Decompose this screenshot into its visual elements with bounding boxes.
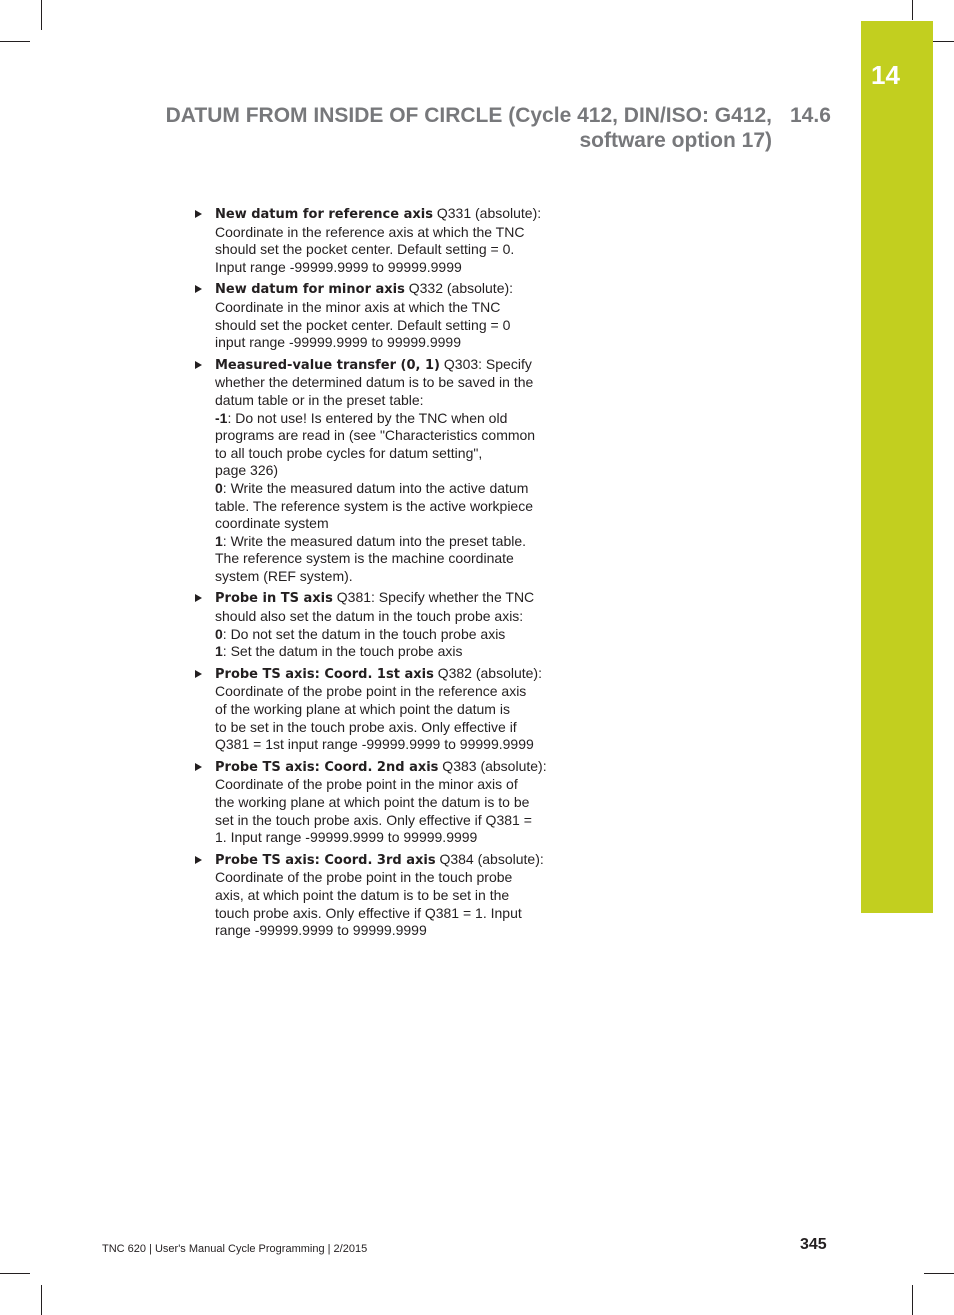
triangle-bullet-icon (195, 285, 202, 293)
parameter-text-line (215, 374, 560, 392)
parameter-description: should set the pocket center. Default setting = 0. (215, 241, 515, 258)
parameter-description: of the working plane at which point the datum is (215, 701, 510, 718)
parameter-name: New datum for reference axis (215, 207, 433, 222)
parameter-description: Q384 (absolute): (435, 850, 544, 867)
option-text-line (215, 480, 560, 498)
option-description: page 326) (215, 462, 279, 479)
option-description: table. The reference system is the active workpiece (215, 497, 534, 514)
parameter-name: Measured-value transfer (0, 1) (215, 357, 440, 373)
option-key: 1 (215, 643, 223, 660)
parameter-description: whether the determined datum is to be saved in the (215, 374, 534, 391)
triangle-bullet-icon (195, 361, 202, 369)
parameter-description: should also set the datum in the touch probe axis: (215, 608, 524, 625)
parameter-text-line (215, 701, 560, 719)
parameter-description: to be set in the touch probe axis. Only effective if (215, 718, 517, 735)
parameter-description: Coordinate of the probe point in the touch probe (215, 869, 513, 886)
option-description: : Write the measured datum into the active datum (222, 479, 529, 496)
footer-text: TNC 620 | User's Manual Cycle Programming | 2/2015 (102, 1243, 368, 1255)
parameter-text-line (215, 608, 560, 626)
option-description: system (REF system). (215, 567, 353, 584)
parameter-text-line (215, 776, 560, 794)
parameter-list (195, 205, 560, 944)
parameter-text-line (215, 259, 560, 277)
crop-mark-bottom-right-v (912, 1285, 913, 1315)
page-title (150, 103, 772, 153)
parameter-description: set in the touch probe axis. Only effective if Q381 = (215, 811, 532, 828)
option-text-line (215, 568, 560, 586)
parameter-text-line (215, 392, 560, 410)
triangle-bullet-icon (195, 670, 202, 678)
parameter-text-line (215, 829, 560, 847)
crop-mark-bottom-right-h (924, 1273, 954, 1274)
crop-mark-top-left-v (41, 0, 42, 30)
page-number: 345 (800, 1236, 827, 1253)
parameter-description: input range -99999.9999 to 99999.9999 (215, 334, 461, 351)
option-key: -1 (215, 409, 228, 426)
parameter-name: Probe TS axis: Coord. 2nd axis (215, 759, 439, 775)
parameter-description: axis, at which point the datum is to be set in the (215, 886, 510, 903)
option-description: : Set the datum in the touch probe axis (222, 643, 463, 660)
crop-mark-top-right-h (933, 41, 954, 42)
crop-mark-top-right-v (912, 0, 913, 20)
parameter-text-line (215, 922, 560, 940)
parameter-description: Coordinate of the probe point in the reference axis (215, 683, 527, 700)
parameter-text-line (215, 887, 560, 905)
parameter-text-line (215, 665, 560, 684)
triangle-bullet-icon (195, 594, 202, 602)
parameter-text-line (215, 589, 560, 608)
parameter-text-line (215, 280, 560, 299)
option-text-line (215, 445, 560, 463)
list-item (195, 205, 560, 276)
triangle-bullet-icon (195, 763, 202, 771)
option-key: 1 (215, 532, 223, 549)
parameter-text-line (215, 299, 560, 317)
parameter-description: touch probe axis. Only effective if Q381 = 1. Input (215, 904, 522, 921)
parameter-description: range -99999.9999 to 99999.9999 (215, 922, 427, 939)
parameter-description: Q383 (absolute): (438, 757, 547, 774)
parameter-description: Coordinate in the reference axis at which the TNC (215, 223, 525, 240)
parameter-text-line (215, 869, 560, 887)
option-text-line (215, 643, 560, 661)
parameter-description: Q331 (absolute): (432, 205, 542, 221)
parameter-description: Q381 = 1st input range -99999.9999 to 99999.9999 (215, 736, 534, 753)
parameter-description: 1. Input range -99999.9999 to 99999.9999 (215, 829, 478, 846)
option-key: 0 (215, 479, 223, 496)
parameter-text-line (215, 683, 560, 701)
parameter-text-line (215, 317, 560, 335)
parameter-description: Q303: Specify (440, 355, 532, 372)
parameter-text-line (215, 356, 560, 375)
parameter-description: Q332 (absolute): (404, 280, 514, 297)
option-description: to all touch probe cycles for datum setting", (215, 444, 483, 461)
parameter-description: datum table or in the preset table: (215, 391, 424, 408)
section-number: 14.6 (790, 104, 831, 127)
option-description: The reference system is the machine coordinate (215, 550, 514, 567)
option-description: : Write the measured datum into the preset table. (222, 532, 527, 549)
parameter-description: Coordinate in the minor axis at which the TNC (215, 298, 501, 315)
parameter-text-line (215, 241, 560, 259)
option-text-line (215, 498, 560, 516)
parameter-name: New datum for minor axis (215, 282, 405, 298)
list-item (195, 356, 560, 586)
parameter-text-line (215, 205, 560, 224)
parameter-description: Input range -99999.9999 to 99999.9999 (215, 258, 462, 275)
parameter-description: the working plane at which point the datum is to be (215, 794, 530, 810)
option-key: 0 (215, 625, 223, 642)
chapter-tab (861, 21, 933, 913)
parameter-text-line (215, 812, 560, 830)
parameter-description: Q381: Specify whether the TNC (332, 589, 535, 606)
parameter-text-line (215, 794, 560, 812)
option-text-line (215, 410, 560, 428)
list-item (195, 280, 560, 351)
parameter-description: should set the pocket center. Default setting = 0 (215, 316, 511, 333)
crop-mark-top-left-h (0, 41, 30, 42)
option-text-line (215, 515, 560, 533)
parameter-name: Probe in TS axis (215, 591, 333, 607)
option-text-line (215, 427, 560, 445)
parameter-text-line (215, 719, 560, 737)
triangle-bullet-icon (195, 856, 202, 864)
list-item (195, 665, 560, 754)
list-item (195, 758, 560, 847)
page-title-line-1: DATUM FROM INSIDE OF CIRCLE (Cycle 412, DIN/ISO: G412, (165, 104, 772, 127)
option-description: coordinate system (215, 515, 329, 532)
parameter-text-line (215, 334, 560, 352)
crop-mark-bottom-left-v (41, 1285, 42, 1315)
parameter-description: Coordinate of the probe point in the minor axis of (215, 776, 518, 793)
crop-mark-bottom-left-h (0, 1273, 30, 1274)
parameter-description: Q382 (absolute): (433, 664, 542, 681)
option-description: programs are read in (see "Characteristics common (215, 427, 536, 444)
chapter-number: 14 (871, 60, 900, 90)
parameter-text-line (215, 736, 560, 754)
parameter-text-line (215, 224, 560, 242)
option-description: : Do not set the datum in the touch probe axis (222, 625, 506, 642)
parameter-text-line (215, 905, 560, 923)
parameter-name: Probe TS axis: Coord. 3rd axis (215, 852, 436, 868)
option-text-line (215, 550, 560, 568)
list-item (195, 589, 560, 660)
page-title-line-2: software option 17) (579, 129, 772, 152)
parameter-text-line (215, 851, 560, 870)
parameter-name: Probe TS axis: Coord. 1st axis (215, 666, 434, 682)
triangle-bullet-icon (195, 210, 202, 218)
list-item (195, 851, 560, 940)
option-description: : Do not use! Is entered by the TNC when old (227, 409, 508, 426)
option-text-line (215, 462, 560, 480)
option-text-line (215, 626, 560, 644)
option-text-line (215, 533, 560, 551)
parameter-text-line (215, 758, 560, 777)
